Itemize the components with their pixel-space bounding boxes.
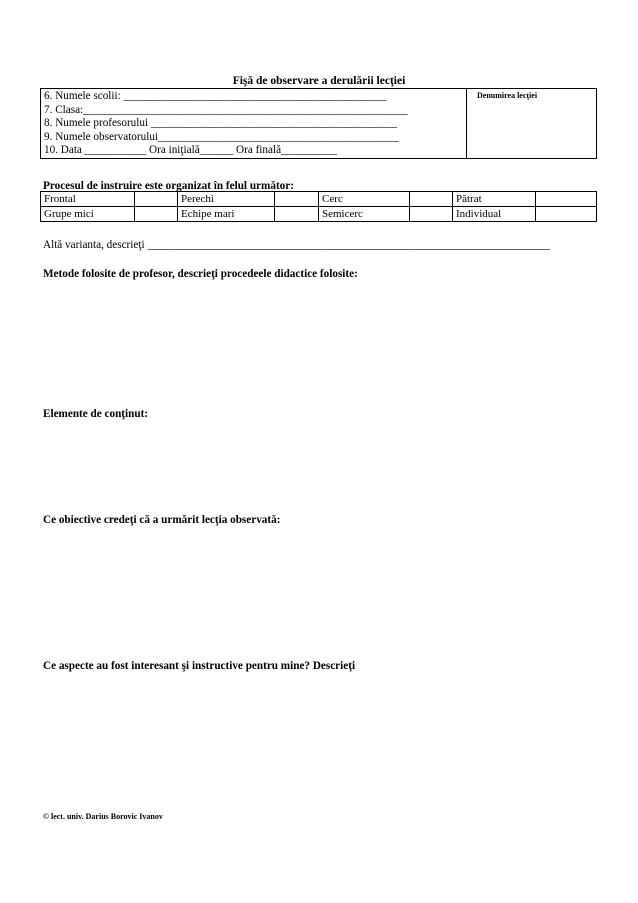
table-cell: Perechi [178, 192, 275, 207]
header-fields-cell [41, 89, 467, 159]
section-objectives: Ce obiective credeţi că a urmărit lecţia observată: [43, 514, 281, 526]
field-date-times: 10. Data ___________ Ora iniţială______ Ora finală__________ [44, 144, 337, 157]
table-row [41, 207, 597, 222]
lesson-name-cell: Denumirea lecţiei [467, 89, 597, 159]
field-school-name: 6. Numele scolii: _______________________________________________ [44, 90, 387, 102]
table-cell: Echipe mari [178, 207, 275, 222]
checkbox-cell[interactable] [135, 207, 178, 222]
other-variant-field: Altă varianta, descrieţi ________________________________________________________________________ [43, 239, 551, 251]
organization-table [40, 191, 597, 222]
table-cell: Individual [453, 207, 536, 222]
checkbox-cell[interactable] [275, 192, 319, 207]
field-observer-name: 9. Numele observatorului___________________________________________ [44, 130, 399, 143]
table-cell: Frontal [41, 192, 135, 207]
field-class: 7. Clasa:__________________________________________________________ [44, 103, 408, 116]
section-aspects: Ce aspecte au fost interesant şi instructive pentru mine? Descrieţi [43, 660, 356, 672]
checkbox-cell[interactable] [410, 207, 453, 222]
table-cell: Pătrat [453, 192, 536, 207]
section-methods: Metode folosite de profesor, descrieţi procedeele didactice folosite: [43, 268, 358, 280]
checkbox-cell[interactable] [536, 207, 597, 222]
section-content: Elemente de conţinut: [43, 408, 149, 420]
table-cell: Grupe mici [41, 207, 135, 222]
process-title: Procesul de instruire este organizat în felul următor: [43, 180, 294, 192]
field-teacher-name: 8. Numele profesorului ____________________________________________ [44, 117, 398, 130]
checkbox-cell[interactable] [135, 192, 178, 207]
checkbox-cell[interactable] [536, 192, 597, 207]
document-title: Fişă de observare a derulării lecţiei [232, 75, 406, 87]
copyright-footer: © lect. univ. Darius Borovic Ivanov [43, 812, 163, 821]
header-table [40, 88, 597, 159]
checkbox-cell[interactable] [275, 207, 319, 222]
table-cell: Cerc [319, 192, 410, 207]
checkbox-cell[interactable] [410, 192, 453, 207]
table-cell: Semicerc [319, 207, 410, 222]
table-row [41, 192, 597, 207]
